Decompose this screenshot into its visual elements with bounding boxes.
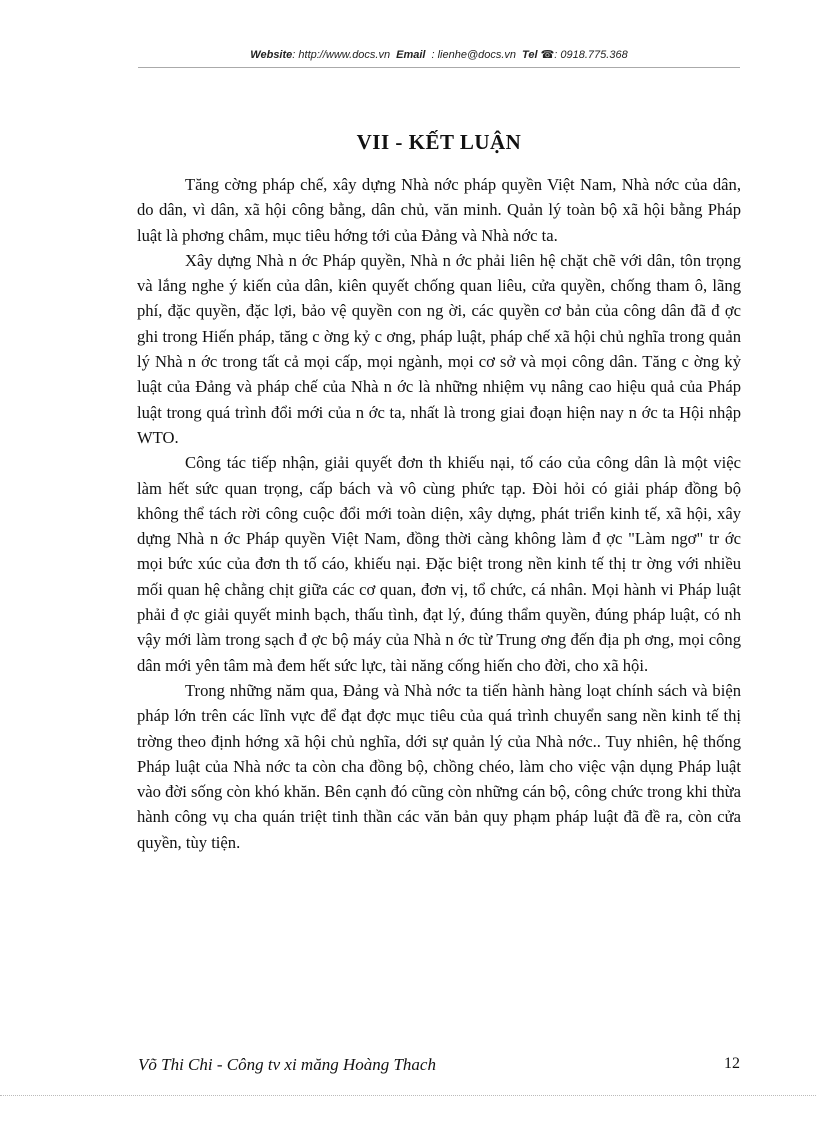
section-title: VII - KẾT LUẬN <box>356 130 522 154</box>
document-body <box>137 172 741 855</box>
page-header <box>138 48 740 68</box>
paragraph: Tăng cờng pháp chế, xây dựng Nhà nớc pháp quyền Việt Nam, Nhà nớc của dân, do dân, vì dân, xã hội công bằng, dân chủ, văn minh. Quản lý toàn bộ xã hội bằng Pháp luật là phơng châm, mục tiêu hớng tới của Đảng và Nhà nớc ta. <box>137 175 741 245</box>
email-label: Email <box>396 49 426 61</box>
paragraph: Công tác tiếp nhận, giải quyết đơn th khiếu nại, tố cáo của công dân là một việc làm hết sức quan trọng, cấp bách và vô cùng phức tạp. Đòi hỏi có giải pháp đồng bộ không thể tách rời công cuộc đổi mới toàn diện, xây dựng, phát triển kinh tế, xã hội, xây dựng Nhà n ớc Pháp quyền Việt Nam, đồng thời càng không làm đ ợc "Làm ngơ" tr ớc mọi bức xúc của đơn th tố cáo, khiếu nại. Đặc biệt trong nền kinh tế thị tr ờng với nhiều mối quan hệ chằng chịt giữa các cơ quan, đơn vị, tổ chức, cá nhân. Mọi hành vi Pháp luật phải đ ợc giải quyết minh bạch, thấu tình, đạt lý, đúng thẩm quyền, đúng pháp luật, có nh vậy mới làm trong sạch đ ợc bộ máy của Nhà n ớc từ Trung ơng đến địa ph ơng, mọi công dân mới yên tâm mà đem hết sức lực, tài năng cống hiến cho đời, cho xã hội. <box>137 453 741 675</box>
page-number: 12 <box>724 1055 740 1072</box>
page-bottom-divider <box>0 1095 816 1096</box>
tel-label: Tel <box>522 49 538 61</box>
website-label: Website <box>250 49 293 61</box>
tel-number: : 0918.775.368 <box>554 49 628 61</box>
website-url: : http://www.docs.vn <box>292 49 391 61</box>
page-footer <box>138 1055 740 1081</box>
email-address: : lienhe@docs.vn <box>431 49 517 61</box>
paragraph: Xây dựng Nhà n ớc Pháp quyền, Nhà n ớc phải liên hệ chặt chẽ với dân, tôn trọng và lắng nghe ý kiến của dân, kiên quyết chống quan liêu, cửa quyền, chống tham ô, lãng phí, đặc quyền, đặc lợi, bảo vệ quyền con ng ời, các quyền cơ bản của công dân đã đ ợc ghi trong Hiến pháp, tăng c ờng kỷ c ơng, pháp luật, pháp chế xã hội chủ nghĩa trong quản lý Nhà n ớc trong tất cả mọi cấp, mọi ngành, mọi cơ sở và mọi công dân. Tăng c ờng kỷ luật của Đảng và pháp chế của Nhà n ớc là những nhiệm vụ nâng cao hiệu quả của Pháp luật trong quá trình đổi mới của n ớc ta, nhất là trong giai đoạn hiện nay n ớc ta Hội nhập WTO. <box>137 250 741 447</box>
paragraph: Trong những năm qua, Đảng và Nhà nớc ta tiến hành hàng loạt chính sách và biện pháp lớn trên các lĩnh vực để đạt đợc mục tiêu của quá trình chuyển sang nền kinh tế thị trờng theo định hớng xã hội chủ nghĩa, dới sự quản lý của Nhà nớc.. Tuy nhiên, hệ thống Pháp luật của Nhà nớc ta còn cha đồng bộ, chồng chéo, làm cho việc vận dụng Pháp luật vào đời sống còn khó khăn. Bên cạnh đó cũng còn những cán bộ, công chức trong khi thừa hành công vụ cha quán triệt tinh thần các văn bản quy phạm pháp luật đã đề ra, còn cửa quyền, tùy tiện. <box>137 680 741 852</box>
phone-icon: ☎ <box>540 49 555 61</box>
footer-author: Võ Thi Chi - Công tv xi măng Hoàng Thach <box>138 1055 436 1074</box>
